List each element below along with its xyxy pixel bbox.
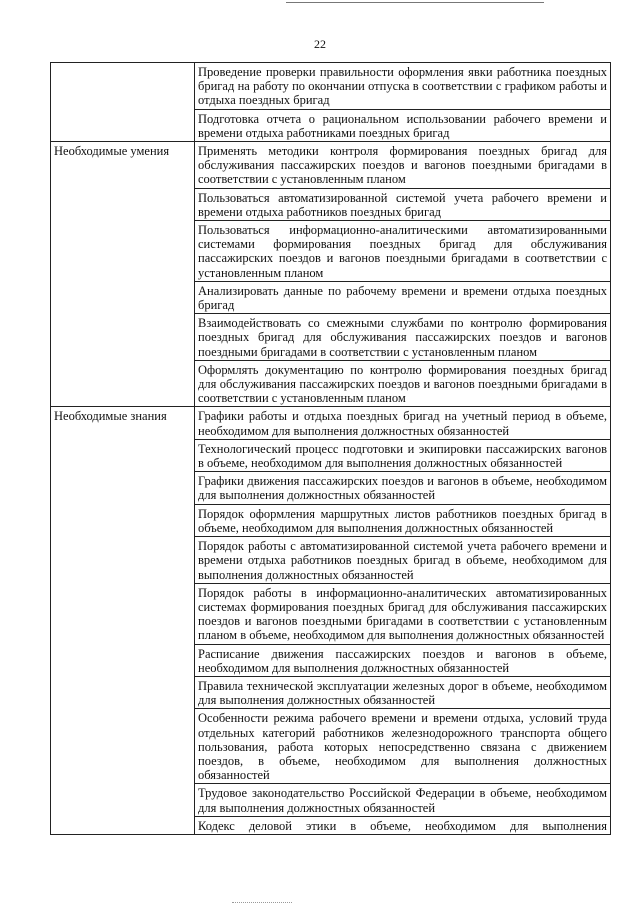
table-cell: Проведение проверки правильности оформления явки работника поездных бригад на работу по окончании отпуска в соответствии с графиком работы и отдыха поездных бригад: [195, 63, 611, 110]
page-number: 22: [314, 37, 326, 51]
table-row: [51, 407, 611, 439]
table-cell: Особенности режима рабочего времени и времени отдыха, условий труда отдельных категорий работников железнодорожного транспорта общего пользования, работа которых непосредственно связана с движением поездов, в объеме, необходимом для выполнения должностных обязанностей: [195, 709, 611, 784]
table-cell: Порядок оформления маршрутных листов работников поездных бригад в объеме, необходимом для выполнения должностных обязанностей: [195, 504, 611, 536]
table-cell: Правила технической эксплуатации железных дорог в объеме, необходимом для выполнения должностных обязанностей: [195, 676, 611, 708]
table-cell: Графики работы и отдыха поездных бригад на учетный период в объеме, необходимом для выполнения должностных обязанностей: [195, 407, 611, 439]
top-rule: [286, 2, 544, 3]
table-cell: Анализировать данные по рабочему времени и времени отдыха поездных бригад: [195, 281, 611, 313]
table-cell-continued: Кодекс деловой этики в объеме, необходимом для выполнения: [195, 816, 611, 834]
row-label-skills: Необходимые умения: [51, 142, 195, 407]
table-row: [51, 142, 611, 189]
bottom-rule: [232, 902, 292, 903]
table-cell: Взаимодействовать со смежными службами по контролю формирования поездных бригад для обслуживания пассажирских поездов и вагонов поездными бригадами в соответствии с установленным планом: [195, 314, 611, 361]
table-cell: Порядок работы в информационно-аналитических автоматизированных системах формирования поездных бригад для обслуживания пассажирских поездов и вагонов поездными бригадами в соответствии с установленным планом в объеме, необходимом для выполнения должностных обязанностей: [195, 583, 611, 644]
table-row: [51, 63, 611, 110]
row-label-knowledge: Необходимые знания: [51, 407, 195, 834]
table-cell: Порядок работы с автоматизированной системой учета рабочего времени и времени отдыха работников поездных бригад в объеме, необходимом для выполнения должностных обязанностей: [195, 537, 611, 584]
row-label: [51, 63, 195, 142]
table-cell: Оформлять документацию по контролю формирования поездных бригад для обслуживания пассажирских поездов и вагонов поездными бригадами в соответствии с установленным планом: [195, 360, 611, 407]
table-cell: Трудовое законодательство Российской Федерации в объеме, необходимом для выполнения должностных обязанностей: [195, 784, 611, 816]
table-cell: Подготовка отчета о рациональном использовании рабочего времени и времени отдыха работниками поездных бригад: [195, 109, 611, 141]
table-cell: Графики движения пассажирских поездов и вагонов в объеме, необходимом для выполнения должностных обязанностей: [195, 472, 611, 504]
table-cell: Пользоваться информационно-аналитическими автоматизированными системами формирования поездных бригад для обслуживания пассажирских поездов и вагонов поездными бригадами в соответствии с установленным планом: [195, 221, 611, 282]
qualification-table: [50, 62, 611, 835]
table-cell: Применять методики контроля формирования поездных бригад для обслуживания пассажирских поездов и вагонов поездными бригадами в соответствии с установленным планом: [195, 142, 611, 189]
table-cell: Расписание движения пассажирских поездов и вагонов в объеме, необходимом для выполнения должностных обязанностей: [195, 644, 611, 676]
table-cell: Технологический процесс подготовки и экипировки пассажирских вагонов в объеме, необходимом для выполнения должностных обязанностей: [195, 439, 611, 471]
table-cell: Пользоваться автоматизированной системой учета рабочего времени и времени отдыха работников поездных бригад: [195, 188, 611, 220]
